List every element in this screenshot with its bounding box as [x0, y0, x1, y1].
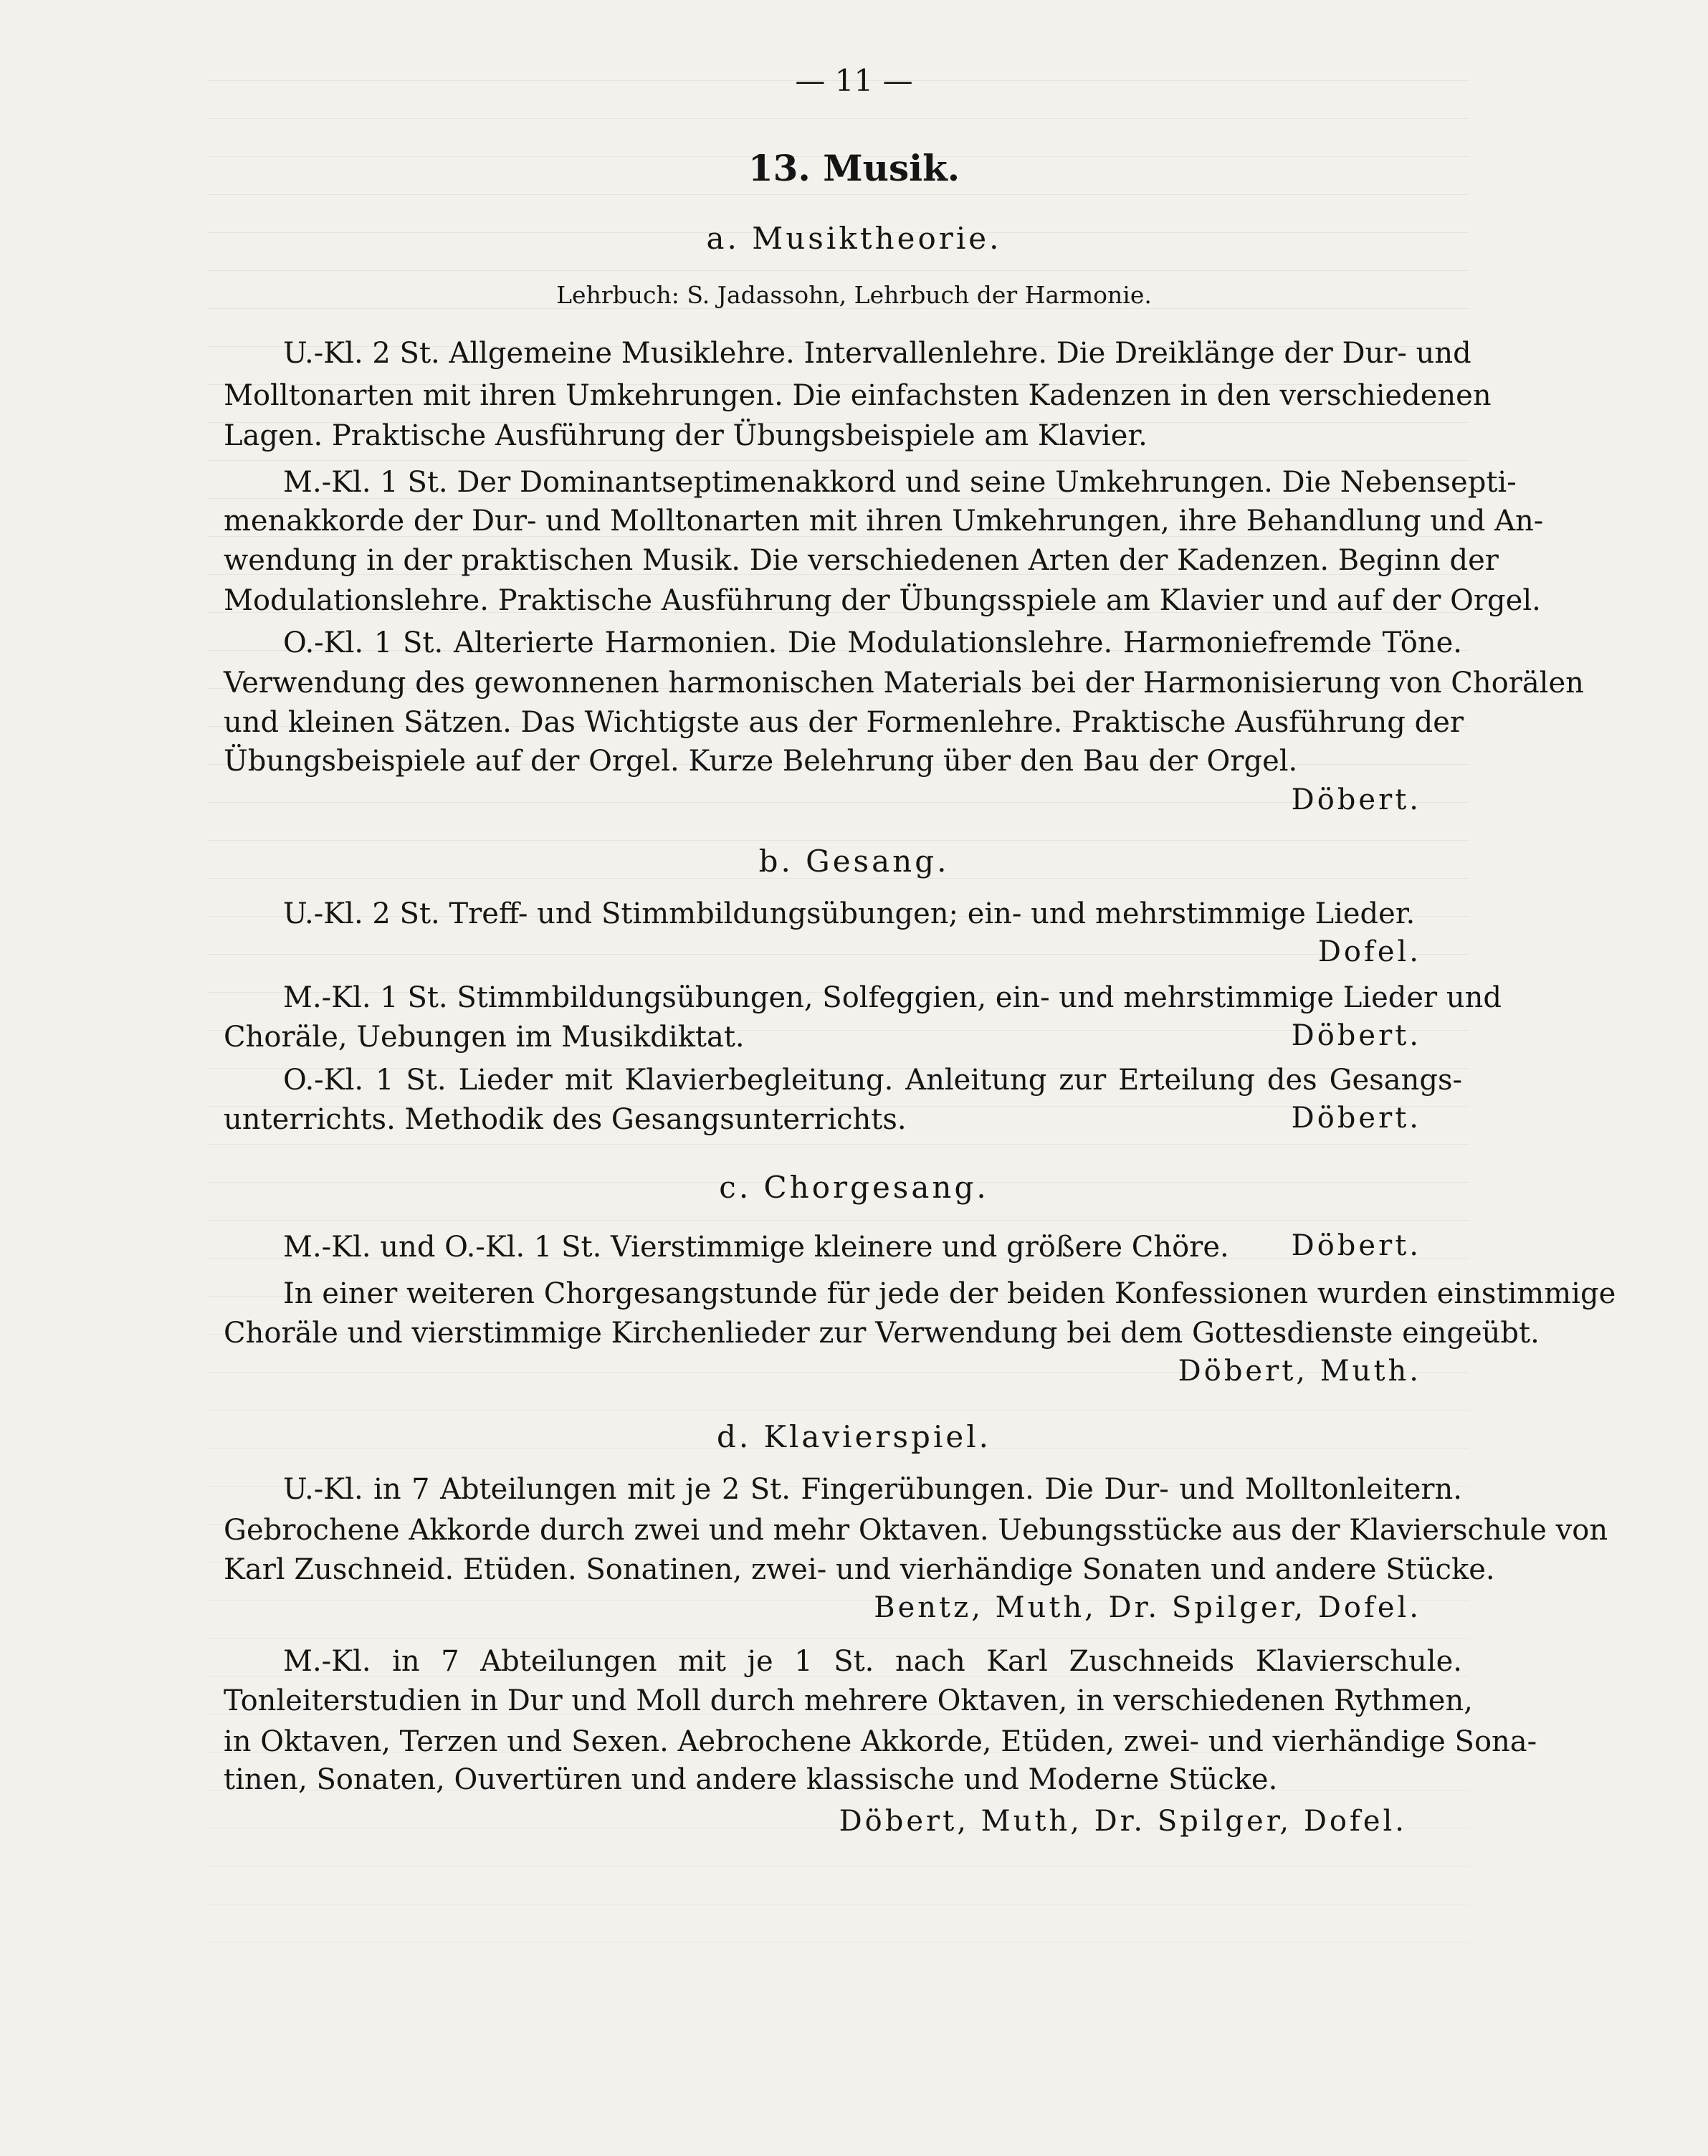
- paragraph-line: In einer weiteren Chorgesangstunde für jede der beiden Konfessionen wurden einstimmige: [283, 1277, 1616, 1310]
- paragraph-line: Molltonarten mit ihren Umkehrungen. Die einfachsten Kadenzen in den verschiedenen: [224, 379, 1492, 412]
- paragraph-line: M.-Kl. 1 St. Der Dominantseptimenakkord und seine Umkehrungen. Die Nebensepti-: [283, 466, 1517, 499]
- paragraph-line: Tonleiterstudien in Dur und Moll durch mehrere Oktaven, in verschiedenen Rythmen,: [224, 1684, 1473, 1717]
- page-number: — 11 —: [795, 63, 913, 98]
- signature: Döbert.: [1291, 1102, 1421, 1135]
- paragraph-line: M.-Kl. in 7 Abteilungen mit je 1 St. nach Karl Zuschneids Klavierschule.: [283, 1645, 1462, 1678]
- signature: Döbert, Muth.: [1178, 1355, 1421, 1388]
- signature: Döbert.: [1291, 1229, 1421, 1262]
- paragraph-line: Gebrochene Akkorde durch zwei und mehr Oktaven. Uebungsstücke aus der Klavierschule von: [224, 1514, 1608, 1547]
- paragraph-line: Verwendung des gewonnenen harmonischen Materials bei der Harmonisierung von Chorälen: [224, 667, 1584, 700]
- paragraph-line: in Oktaven, Terzen und Sexen. Aebrochene Akkorde, Etüden, zwei- und vierhändige Sona-: [224, 1725, 1537, 1758]
- paragraph-line: U.-Kl. in 7 Abteilungen mit je 2 St. Fingerübungen. Die Dur- und Molltonleitern.: [283, 1473, 1462, 1506]
- textbook-note: Lehrbuch: S. Jadassohn, Lehrbuch der Harmonie.: [556, 281, 1152, 309]
- subsection-heading-musiktheorie: a. Musiktheorie.: [706, 221, 1002, 256]
- paragraph-line: Karl Zuschneid. Etüden. Sonatinen, zwei- und vierhändige Sonaten und andere Stücke.: [224, 1553, 1495, 1586]
- paragraph-line: Übungsbeispiele auf der Orgel. Kurze Belehrung über den Bau der Orgel.: [224, 745, 1298, 778]
- paragraph-line: M.-Kl. und O.-Kl. 1 St. Vierstimmige kleinere und größere Chöre.: [283, 1231, 1229, 1264]
- subsection-heading-klavierspiel: d. Klavierspiel.: [716, 1419, 992, 1454]
- signature: Döbert, Muth, Dr. Spilger, Dofel.: [839, 1805, 1407, 1838]
- section-title: 13. Musik.: [748, 147, 960, 189]
- paragraph-line: U.-Kl. 2 St. Treff- und Stimmbildungsübungen; ein- und mehrstimmige Lieder.: [283, 897, 1416, 930]
- paragraph-line: U.-Kl. 2 St. Allgemeine Musiklehre. Intervallenlehre. Die Dreiklänge der Dur- und: [283, 337, 1471, 370]
- paragraph-line: Lagen. Praktische Ausführung der Übungsbeispiele am Klavier.: [224, 419, 1148, 452]
- subsection-heading-chorgesang: c. Chorgesang.: [719, 1170, 989, 1205]
- signature: Döbert.: [1291, 783, 1421, 816]
- signature: Bentz, Muth, Dr. Spilger, Dofel.: [874, 1591, 1421, 1624]
- subsection-heading-gesang: b. Gesang.: [758, 844, 950, 879]
- paragraph-line: O.-Kl. 1 St. Alterierte Harmonien. Die Modulationslehre. Harmoniefremde Töne.: [283, 626, 1462, 659]
- paragraph-line: und kleinen Sätzen. Das Wichtigste aus der Formenlehre. Praktische Ausführung der: [224, 706, 1464, 739]
- paragraph-line: M.-Kl. 1 St. Stimmbildungsübungen, Solfeggien, ein- und mehrstimmige Lieder und: [283, 981, 1502, 1014]
- signature: Döbert.: [1291, 1019, 1421, 1052]
- paragraph-line: O.-Kl. 1 St. Lieder mit Klavierbegleitung. Anleitung zur Erteilung des Gesangs-: [283, 1064, 1462, 1097]
- paragraph-line: tinen, Sonaten, Ouvertüren und andere klassische und Moderne Stücke.: [224, 1763, 1278, 1796]
- paragraph-line: menakkorde der Dur- und Molltonarten mit ihren Umkehrungen, ihre Behandlung und An-: [224, 505, 1544, 538]
- paragraph-line: wendung in der praktischen Musik. Die verschiedenen Arten der Kadenzen. Beginn der: [224, 544, 1499, 577]
- paragraph-line: Modulationslehre. Praktische Ausführung der Übungsspiele am Klavier und auf der Orgel.: [224, 584, 1541, 617]
- paragraph-line: unterrichts. Methodik des Gesangsunterrichts.: [224, 1103, 907, 1136]
- signature: Dofel.: [1317, 935, 1421, 968]
- paragraph-line: Choräle und vierstimmige Kirchenlieder zur Verwendung bei dem Gottesdienste eingeübt.: [224, 1317, 1540, 1350]
- paragraph-line: Choräle, Uebungen im Musikdiktat.: [224, 1021, 745, 1054]
